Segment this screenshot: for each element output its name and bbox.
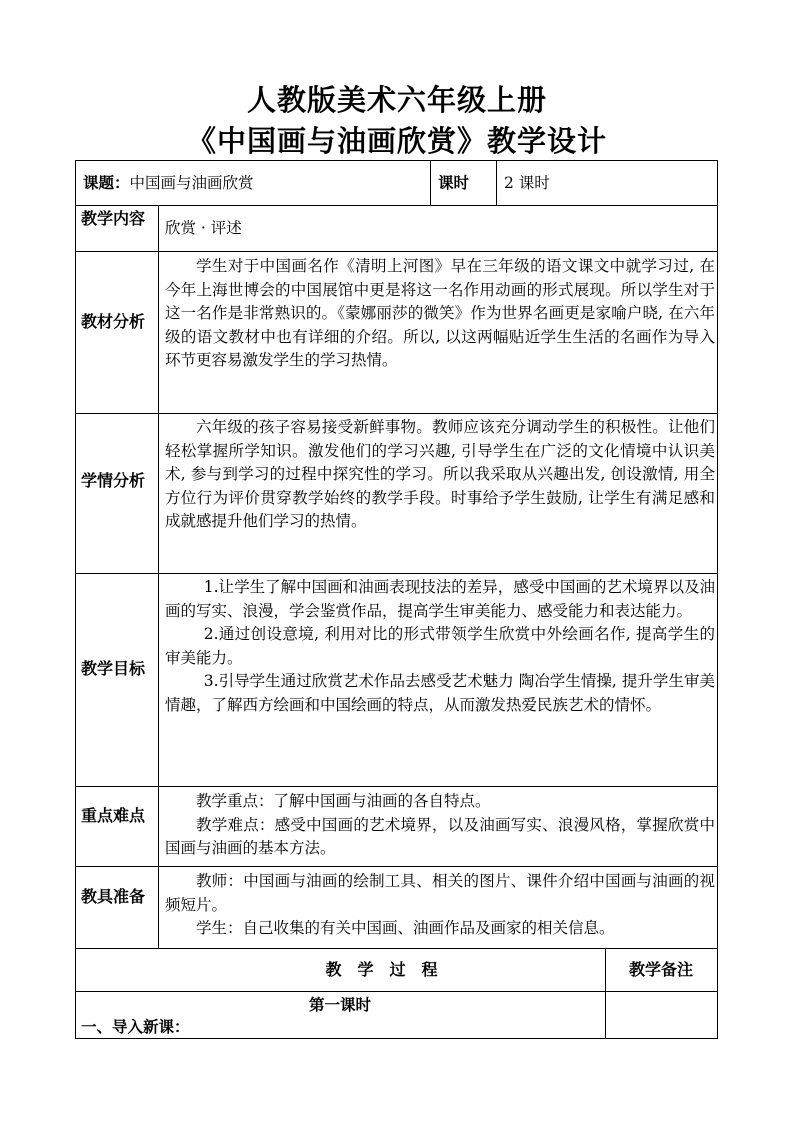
keypoints-difficulty: 教学难点：感受中国画的艺术境界，以及油画写实、浪漫风格，掌握欣赏中国画与油画的基本方法。 xyxy=(165,815,715,857)
topic-label: 课题： xyxy=(83,174,130,192)
learners-cell xyxy=(165,416,715,534)
goal-item: 1.让学生了解中国画和油画表现技法的差异，感受中国画的艺术境界以及油画的写实、浪漫，学会鉴赏作品，提高学生审美能力、感受能力和表达能力。 xyxy=(165,578,715,620)
tools-label: 教具准备 xyxy=(81,887,146,906)
goal-item: 2.通过创设意境, 利用对比的形式带领学生欣赏中外绘画名作, 提高学生的审美能力。 xyxy=(165,625,715,667)
goals-label: 教学目标 xyxy=(81,659,146,678)
tools-cell xyxy=(165,870,715,941)
content-label: 教学内容 xyxy=(81,209,146,228)
keypoints-cell xyxy=(165,790,715,861)
keypoints-focus: 教学重点：了解中国画与油画的各自特点。 xyxy=(196,792,491,810)
document-title-line-2: 《中国画与油画欣赏》教学设计 xyxy=(186,124,607,158)
material-text: 学生对于中国画名作《清明上河图》早在三年级的语文课文中就学习过, 在今年上海世博会的中国展馆中更是将这一名作用动画的形式展现。所以学生对于这一名作是非常熟识的。《蒙娜丽莎的微笑》作为世界名画更是家喻户晓, 在六年级的语文教材中也有详细的介绍。所以, 以这两幅贴近学生生活的名画作为导入环节更容易激发学生的学习热情。 xyxy=(165,257,715,369)
step1-heading: 一、导入新课： xyxy=(81,1018,190,1036)
material-label: 教材分析 xyxy=(81,312,146,331)
tools-teacher: 教师：中国画与油画的绘制工具、相关的图片、课件介绍中国画与油画的视频短片。 xyxy=(165,872,715,914)
document-title-line-1: 人教版美术六年级上册 xyxy=(246,83,547,117)
topic-cell xyxy=(83,172,254,196)
keypoints-label: 重点难点 xyxy=(81,806,146,825)
learners-text: 六年级的孩子容易接受新鲜事物。教师应该充分调动学生的积极性。让他们轻松掌握所学知识。激发他们的学习兴趣, 引导学生在广泛的文化情境中认识美术, 参与到学习的过程中探究性的学习。所以我采取从兴趣出发, 创设激情, 用全方位行为评价贯穿教学始终的教学手段。时事给予学生鼓励, 让学生有满足感和成就感提升他们学习的热情。 xyxy=(165,418,715,530)
tools-student: 学生：自己收集的有关中国画、油画作品及画家的相关信息。 xyxy=(196,919,615,937)
learners-label: 学情分析 xyxy=(81,471,146,490)
notes-header: 教学备注 xyxy=(628,960,693,979)
lesson-title: 第一课时 xyxy=(308,996,371,1014)
goals-cell xyxy=(165,576,715,717)
hours-label: 课时 xyxy=(438,174,470,192)
hours-value: 2 课时 xyxy=(504,174,550,192)
process-header: 教 学 过 程 xyxy=(325,960,438,979)
material-cell xyxy=(165,255,715,373)
goal-item: 3.引导学生通过欣赏艺术作品去感受艺术魅力 陶冶学生情操, 提升学生审美情趣，了解西方绘画和中国绘画的特点，从而激发热爱民族艺术的情怀。 xyxy=(165,672,715,714)
content-text: 欣赏 · 评述 xyxy=(165,219,242,237)
topic-value: 中国画与油画欣赏 xyxy=(129,174,254,192)
